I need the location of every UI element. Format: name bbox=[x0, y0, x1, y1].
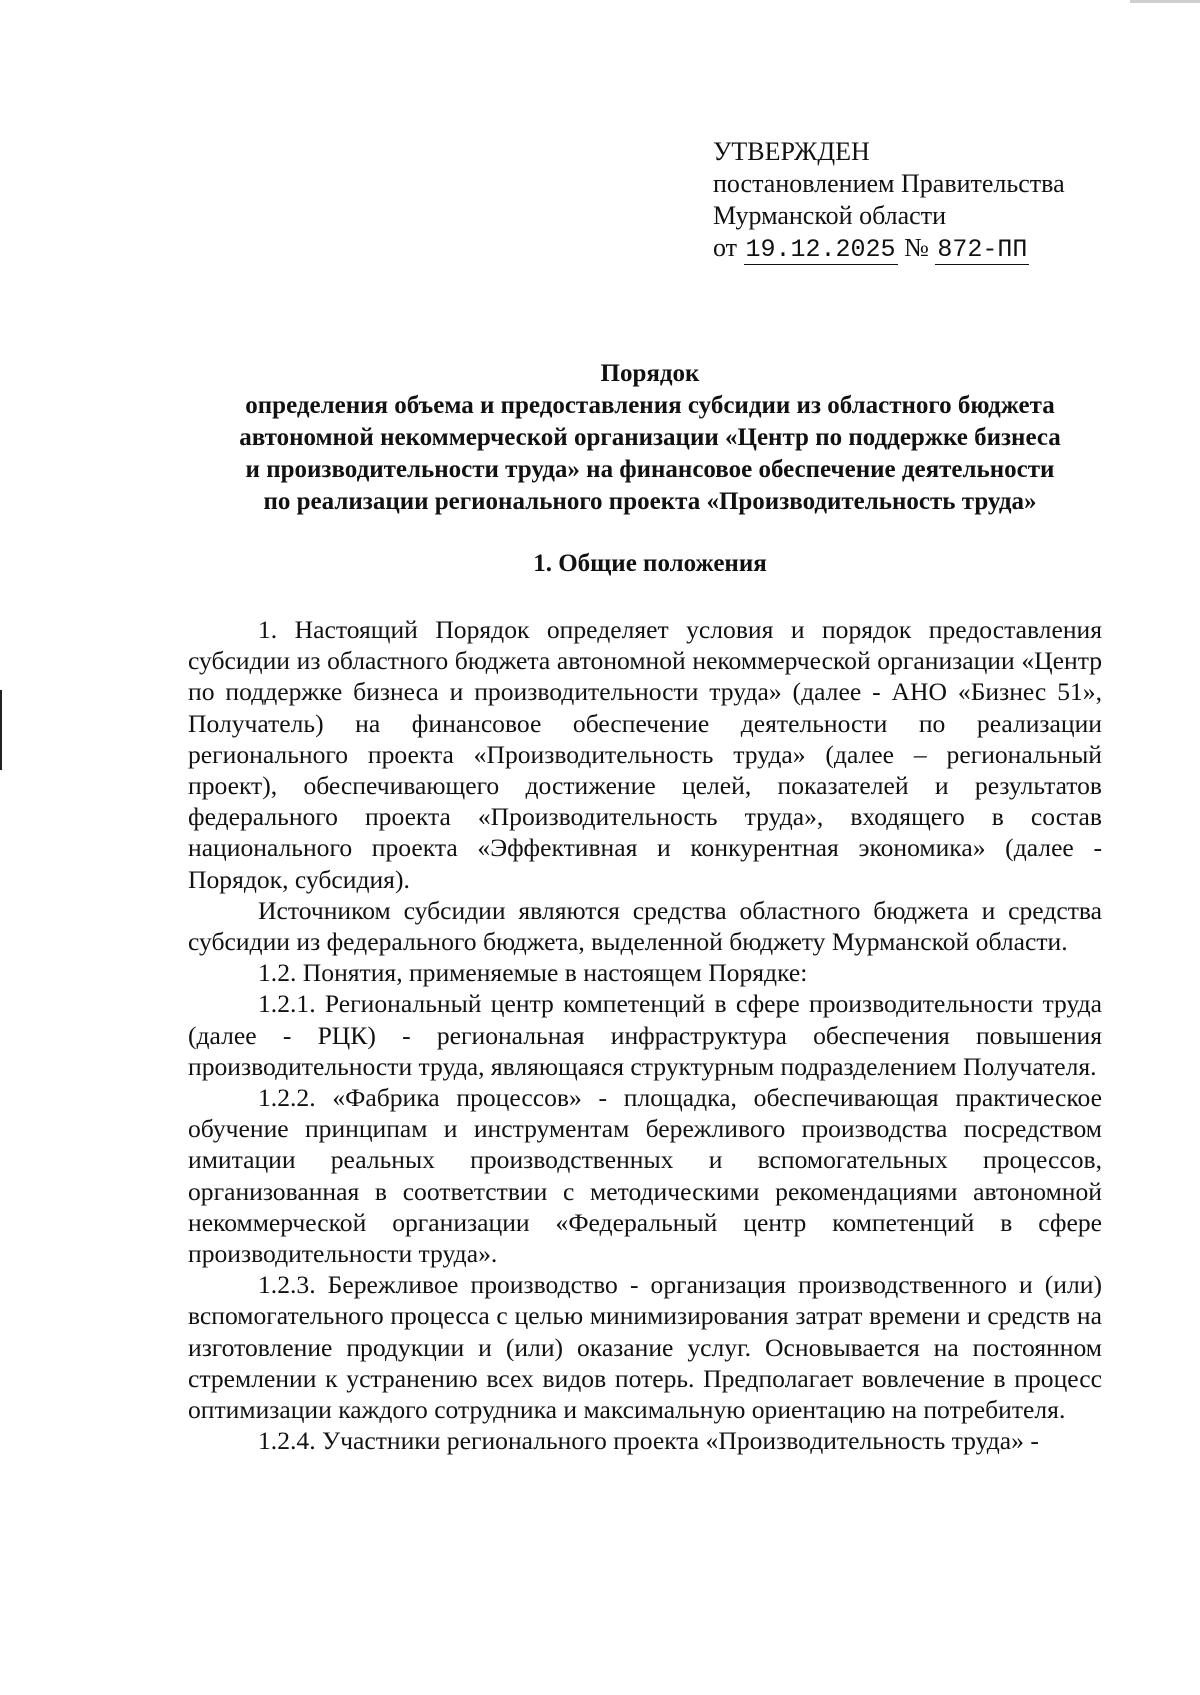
date-prefix: от bbox=[713, 233, 738, 262]
paragraph-4: 1.2.1. Региональный центр компетенций в сфере производительности труда (далее - РЦК) - региональная инфраструктура обеспечения повышения производительности труда, являющаяся структурным подразделением Получателя. bbox=[188, 989, 1102, 1081]
title-line-4: и производительности труда» на финансовое обеспечение деятельности bbox=[245, 456, 1055, 483]
title-line-1: Порядок bbox=[600, 360, 700, 387]
document-body bbox=[188, 614, 1102, 1456]
paragraph-2: Источником субсидии являются средства областного бюджета и средства субсидии из федерального бюджета, выделенной бюджету Мурманской области. bbox=[188, 895, 1102, 957]
title-line-5: по реализации регионального проекта «Производительность труда» bbox=[263, 488, 1037, 515]
paragraph-3: 1.2. Понятия, применяемые в настоящем Порядке: bbox=[258, 958, 808, 988]
number-sign: № bbox=[904, 233, 929, 262]
approval-date-line bbox=[713, 232, 1065, 266]
paragraph-6: 1.2.3. Бережливое производство - организация производственного и (или) вспомогательного процесса с целью минимизирования затрат времени и средств на изготовление продукции и (или) оказание услуг. Основывается на постоянном стремлении к устранению всех видов потерь. Предполагает вовлечение в процесс оптимизации каждого сотрудника и максимальную ориентацию на потребителя. bbox=[188, 1270, 1102, 1425]
approval-line-1: постановлением Правительства bbox=[713, 169, 1065, 198]
document-title bbox=[150, 358, 1150, 518]
approval-line-2: Мурманской области bbox=[713, 201, 946, 230]
paragraph-1: 1. Настоящий Порядок определяет условия и порядок предоставления субсидии из областного бюджета автономной некоммерческой организации «Центр по поддержке бизнеса и производительности труда» (далее - АНО «Бизнес 51», Получатель) на финансовое обеспечение деятельности по реализации регионального проекта «Производительность труда» (далее – региональный проект), обеспечивающего достижение целей, показателей и результатов федерального проекта «Производительность труда», входящего в состав национального проекта «Эффективная и конкурентная экономика» (далее - Порядок, субсидия). bbox=[188, 615, 1102, 894]
approval-date: 19.12.2025 bbox=[745, 235, 896, 264]
title-line-3: автономной некоммерческой организации «Центр по поддержке бизнеса bbox=[239, 424, 1061, 451]
scan-margin-mark bbox=[0, 690, 2, 770]
section-title: 1. Общие положения bbox=[533, 550, 767, 577]
approval-stamp-block bbox=[713, 136, 1065, 266]
paragraph-7: 1.2.4. Участники регионального проекта «Производительность труда» - bbox=[258, 1426, 1039, 1456]
paragraph-5: 1.2.2. «Фабрика процессов» - площадка, обеспечивающая практическое обучение принципам и инструментам бережливого производства посредством имитации реальных производственных и вспомогательных процессов, организованная в соответствии с методическими рекомендациями автономной некоммерческой организации «Федеральный центр компетенций в сфере производительности труда». bbox=[188, 1083, 1102, 1269]
approval-heading: УТВЕРЖДЕН bbox=[713, 137, 870, 166]
title-line-2: определения объема и предоставления субсидии из областного бюджета bbox=[245, 392, 1055, 419]
scan-edge-mark bbox=[1130, 0, 1200, 3]
approval-number: 872-ПП bbox=[937, 235, 1028, 264]
